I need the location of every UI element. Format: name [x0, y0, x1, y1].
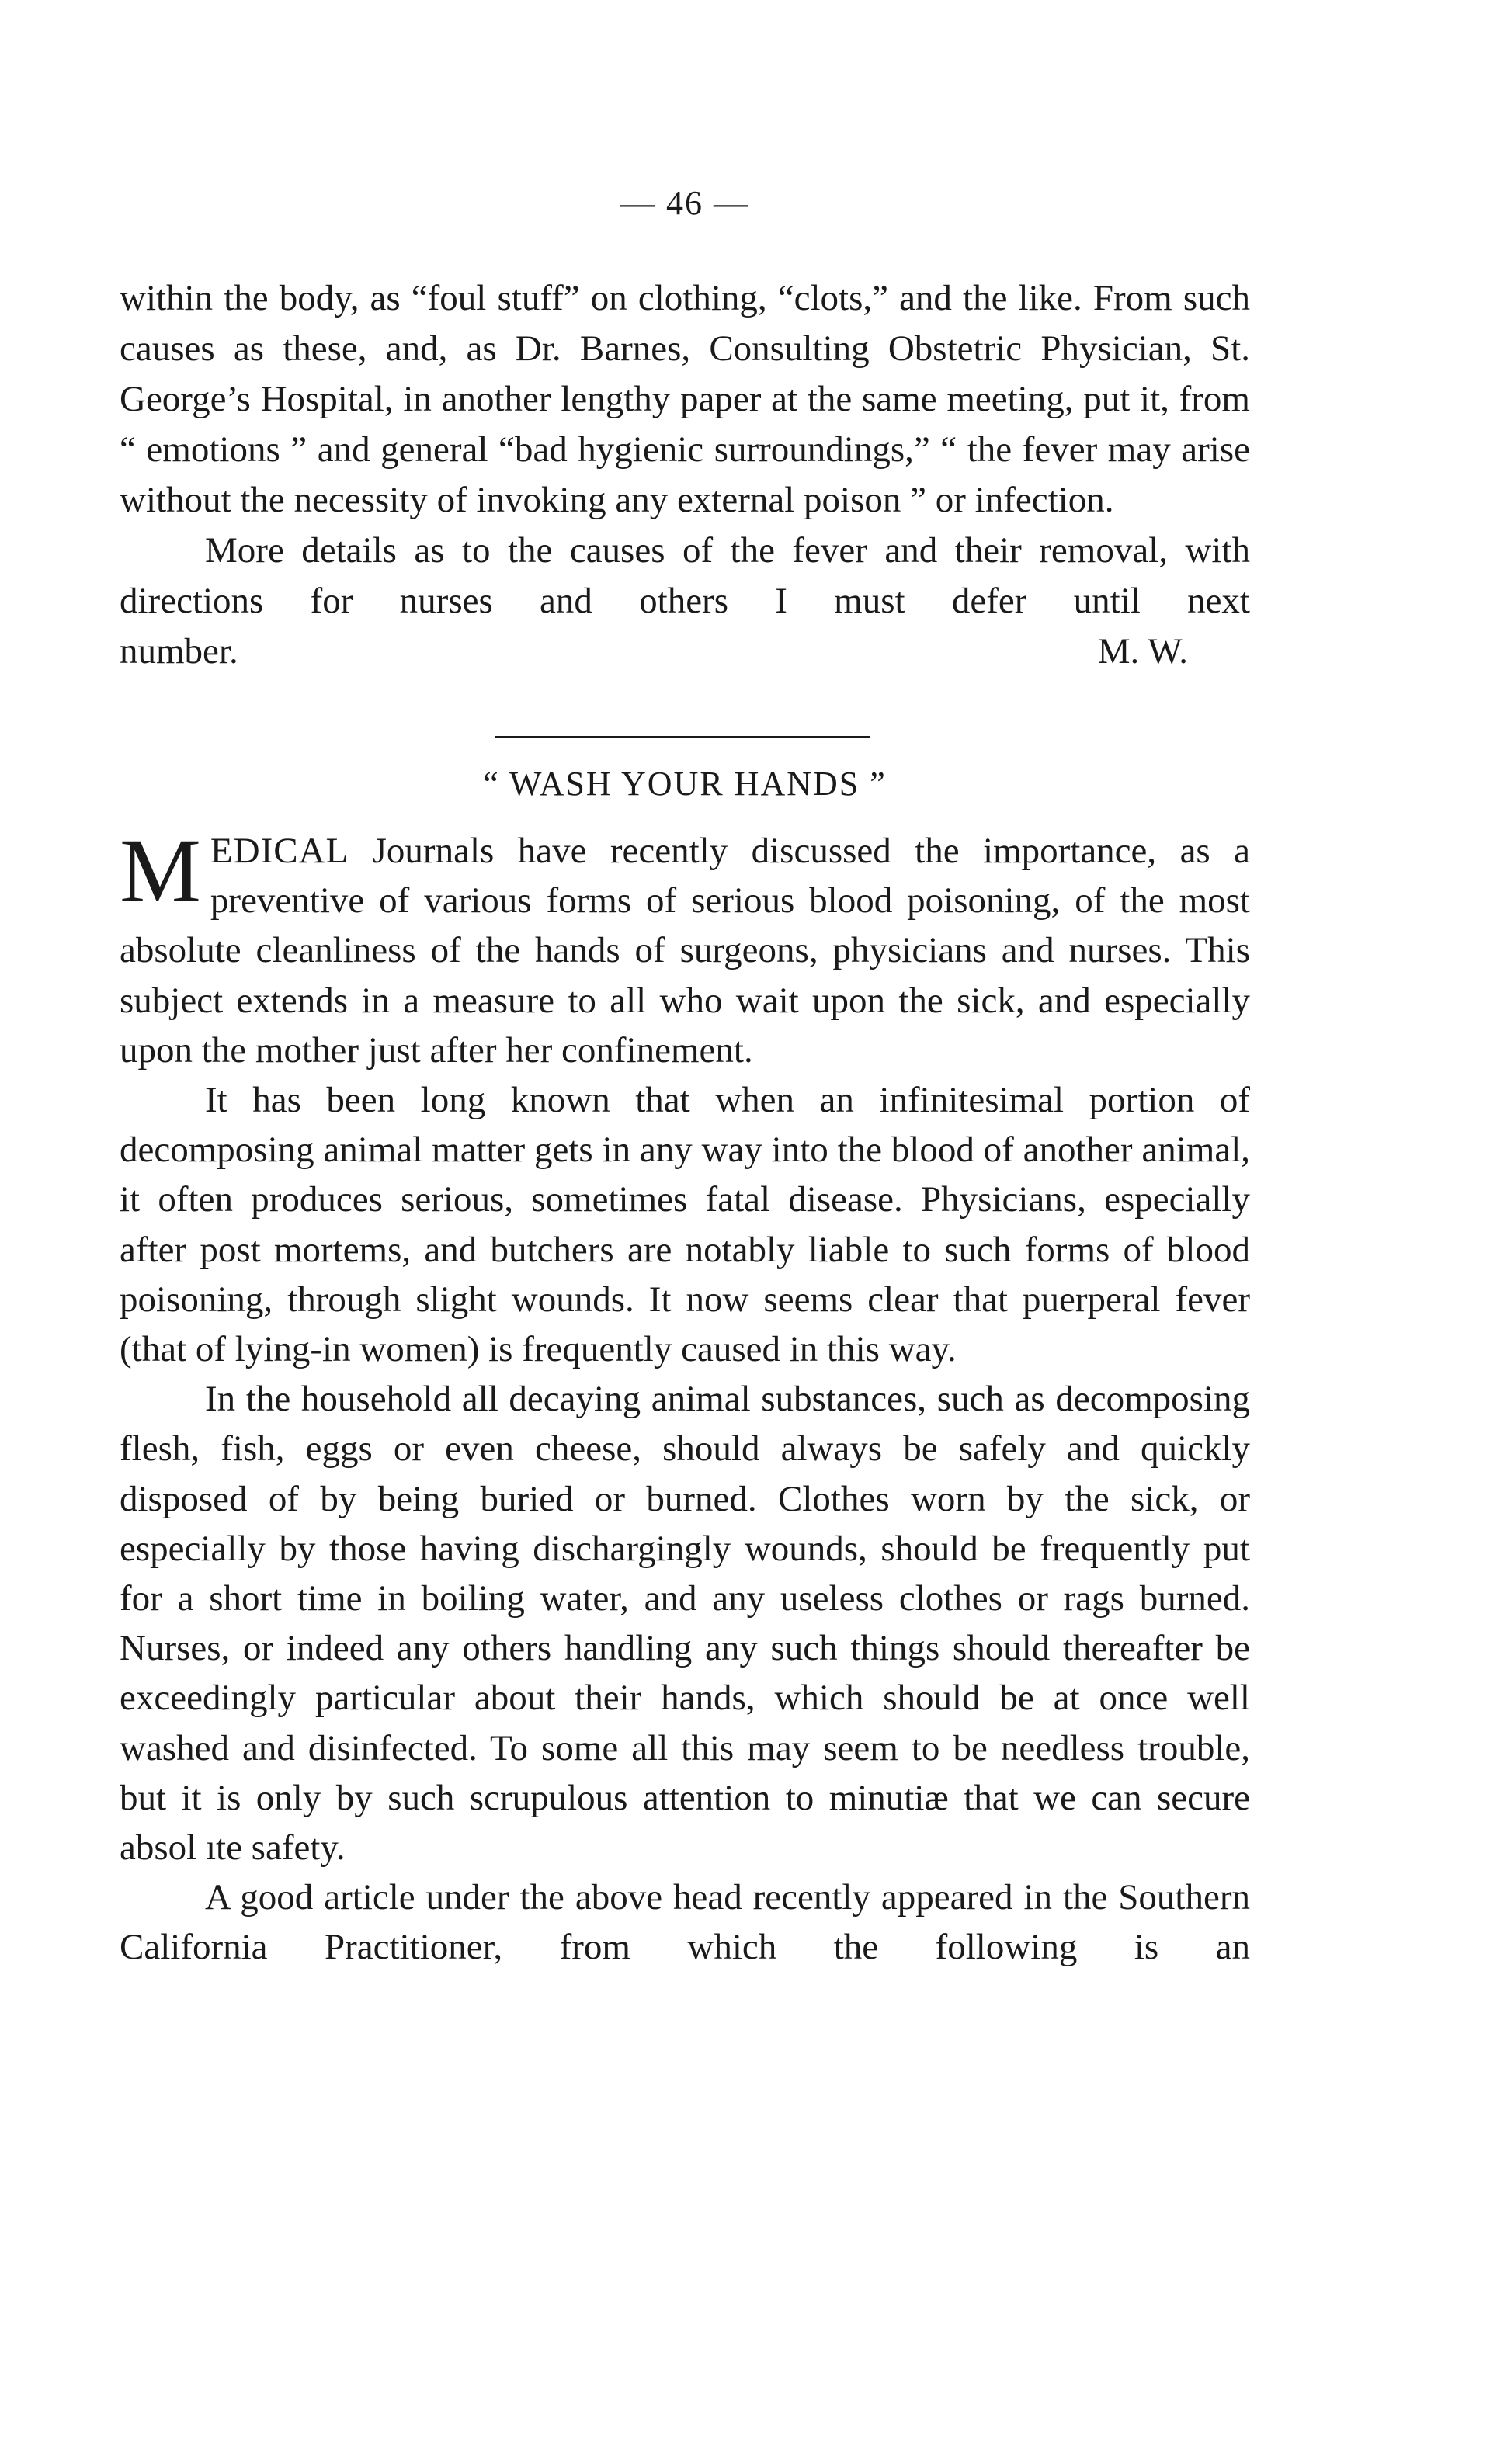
drop-cap: M — [120, 820, 201, 921]
closing-word: number. — [120, 631, 238, 672]
article-body — [120, 820, 1250, 1973]
body-paragraph — [120, 820, 1250, 1075]
page-number: — 46 — — [620, 184, 749, 222]
document-page — [120, 0, 1250, 2464]
article-heading: “ WASH YOUR HANDS ” — [483, 765, 887, 803]
body-paragraph: More details as to the causes of the fever and their removal, with directions for nurses and others I must defer until next — [120, 530, 1250, 621]
paragraph-text: Journals have recently discussed the importance, as a preventive of various forms of serious blood poisoning, of the most absolute cleanliness of the hands of surgeons, physicians and nurses. This subject extends in a measure to all who wait upon the sick, and especially upon the mother just after her confinement. — [120, 831, 1250, 1071]
body-paragraph: A good article under the above head recently appeared in the Southern California Practitioner, from which the following is an — [120, 1877, 1250, 1968]
signoff-line — [120, 626, 1250, 677]
author-signature: M. W. — [1097, 631, 1188, 672]
body-paragraph: In the household all decaying animal substances, such as decomposing flesh, fish, eggs or even cheese, should always be safely and quickly disposed of by being buried or burned. Clothes worn by the sick, or especially by those having dischargingly wounds, should be frequently put for a short time in boiling water, and any useless clothes or rags burned. Nurses, or indeed any others handling any such things should thereafter be exceedingly particular about their hands, which should be at once well washed and disinfected. To some all this may seem to be needless trouble, but it is only by such scrupulous attention to minutiæ that we can secure absol ıte safety. — [120, 1379, 1250, 1869]
section-divider — [495, 736, 870, 738]
lead-word: EDICAL — [210, 831, 349, 871]
body-paragraph: within the body, as “foul stuff” on clothing, “clots,” and the like. From such causes as these, and, as Dr. Barnes, Consulting Obstetric Physician, St. George’s Hospital, in another lengthy paper at the same meeting, put it, from “ emotions ” and general “bad hygienic surroundings,” “ the fever may arise without the necessity of invoking any external poison ” or infection. — [120, 278, 1250, 520]
body-paragraph: It has been long known that when an infinitesimal portion of decomposing animal matter gets in any way into the blood of another animal, it often produces serious, sometimes fatal disease. Physicians, especially after post mortems, and butchers are notably liable to such forms of blood poisoning, through slight wounds. It now seems clear that puerperal fever (that of lying-in women) is frequently caused in this way. — [120, 1080, 1250, 1370]
continued-article — [120, 273, 1250, 677]
